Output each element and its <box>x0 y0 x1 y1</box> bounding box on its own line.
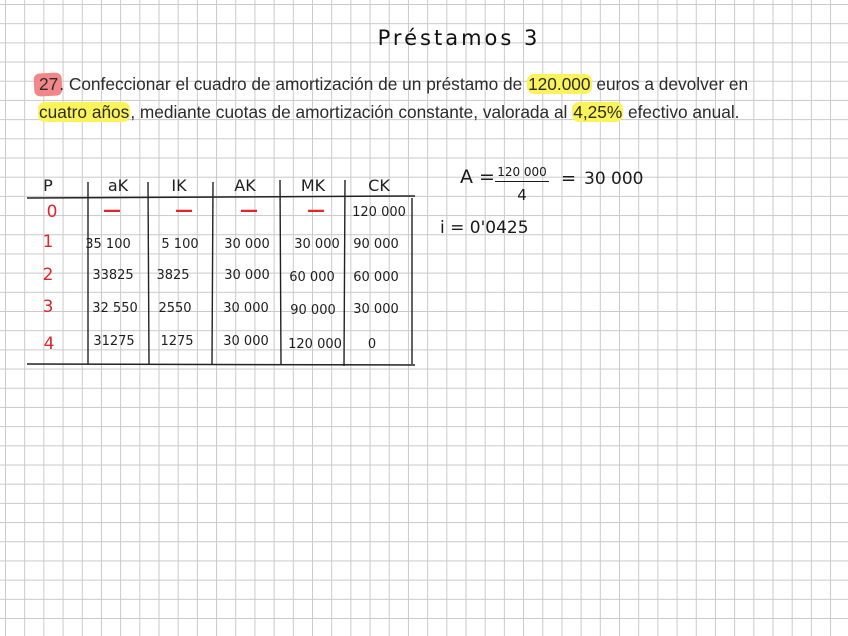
problem-text-4: efectivo anual. <box>623 102 740 122</box>
row-3-amortized-total: 90 000 <box>290 303 336 318</box>
page-title: Préstamos 3 <box>377 26 541 50</box>
interest-rate-calc: i = 0'0425 <box>440 218 529 238</box>
problem-text-2: euros a devolver en <box>591 74 749 94</box>
row-1-amortized-total: 30 000 <box>294 237 340 252</box>
row-3-period: 3 <box>42 297 54 317</box>
row-2-interest: 3825 <box>156 268 190 283</box>
row-0-outstanding: 120 000 <box>352 205 406 220</box>
fraction-numerator: 120 000 <box>497 165 547 179</box>
interest-rate-highlight: 4,25% <box>573 102 623 122</box>
row-0-amortization: — <box>240 200 258 221</box>
amortization-quota-result: 30 000 <box>584 169 644 189</box>
row-1-annuity: 35 100 <box>85 237 131 252</box>
row-4-annuity: 31275 <box>93 334 135 349</box>
header-amortized-total: MK <box>300 176 326 195</box>
problem-statement: 27. Confeccionar el cuadro de amortización de un préstamo de 120.000 euros a devolver en cuatro años, mediante cuotas de amortización constante, valorada al 4,25% efectivo anual. <box>38 70 778 126</box>
problem-text-3: , mediante cuotas de amortización constante, valorada al <box>130 102 573 122</box>
row-0-amortized-total: — <box>307 200 325 221</box>
row-2-period: 2 <box>42 265 54 285</box>
row-4-amortization: 30 000 <box>223 334 269 349</box>
row-4-period: 4 <box>43 334 55 354</box>
header-annuity: aK <box>107 176 129 195</box>
row-3-amortization: 30 000 <box>223 301 269 316</box>
row-0-annuity: — <box>103 200 121 221</box>
row-4-outstanding: 0 <box>367 337 377 352</box>
problem-text-1: Confeccionar el cuadro de amortización de un préstamo de <box>68 74 528 94</box>
row-4-interest: 1275 <box>160 334 194 349</box>
fraction-bar <box>495 181 549 182</box>
row-4-amortized-total: 120 000 <box>288 337 342 352</box>
row-2-outstanding: 60 000 <box>353 270 399 285</box>
header-amortization: AK <box>234 176 256 195</box>
row-1-amortization: 30 000 <box>224 237 270 252</box>
row-2-amortization: 30 000 <box>224 268 270 283</box>
loan-amount-highlight: 120.000 <box>528 74 591 94</box>
equals-sign: = <box>561 168 577 189</box>
amortization-table <box>27 174 415 366</box>
header-period: P <box>43 176 53 195</box>
row-1-interest: 5 100 <box>161 237 199 252</box>
row-1-period: 1 <box>42 232 54 252</box>
row-3-outstanding: 30 000 <box>353 302 399 317</box>
row-3-interest: 2550 <box>158 301 192 316</box>
row-0-period: 0 <box>46 202 58 222</box>
amortization-quota-label: A = <box>460 166 495 188</box>
row-3-annuity: 32 550 <box>92 301 138 316</box>
row-0-interest: — <box>175 200 193 221</box>
header-outstanding-capital: CK <box>368 176 390 195</box>
row-2-annuity: 33825 <box>92 268 134 283</box>
problem-number: 27 <box>38 70 59 98</box>
header-interest: IK <box>171 176 187 195</box>
fraction-denominator: 4 <box>517 186 527 204</box>
loan-term-highlight: cuatro años <box>39 102 130 122</box>
row-2-amortized-total: 60 000 <box>289 270 335 285</box>
row-1-outstanding: 90 000 <box>353 237 399 252</box>
